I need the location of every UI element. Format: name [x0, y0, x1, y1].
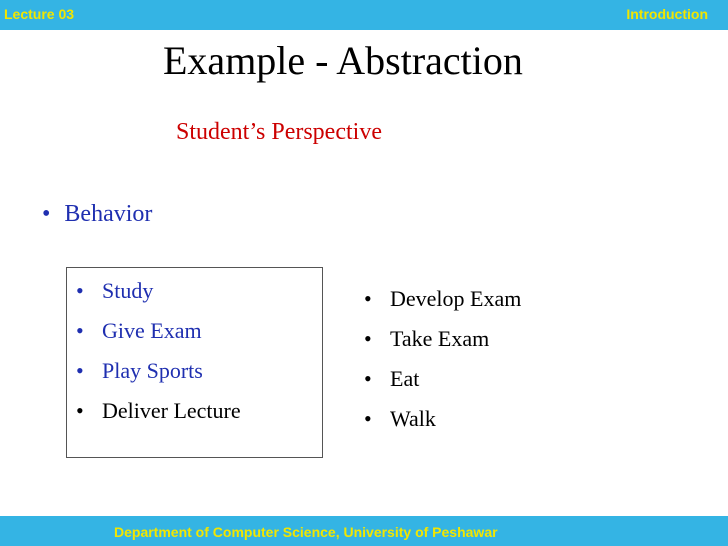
bullet-dot-icon: • — [76, 398, 84, 423]
list-item — [76, 396, 241, 436]
bullet-dot-icon: • — [76, 278, 84, 303]
list-item — [364, 404, 521, 444]
list-item-label: Develop Exam — [390, 286, 522, 311]
list-item-label: Give Exam — [102, 318, 202, 343]
bullet-dot-icon: • — [76, 358, 84, 383]
slide-title: Example - Abstraction — [163, 38, 523, 83]
bullet-dot-icon: • — [42, 201, 51, 227]
footer-text: Department of Computer Science, University of Peshawar — [114, 524, 498, 540]
bullet-dot-icon: • — [76, 318, 84, 343]
list-item — [364, 364, 521, 404]
slide-subtitle: Student’s Perspective — [176, 119, 382, 145]
list-item-label: Take Exam — [390, 326, 490, 351]
lecture-label: Lecture 03 — [4, 6, 75, 22]
behavior-bullet — [42, 199, 152, 229]
list-item — [76, 276, 241, 316]
student-behavior-list — [76, 276, 241, 436]
section-label: Introduction — [626, 6, 708, 22]
bullet-dot-icon: • — [364, 326, 372, 351]
bullet-dot-icon: • — [364, 366, 372, 391]
list-item-label: Study — [102, 278, 154, 303]
behavior-label: Behavior — [64, 201, 153, 227]
list-item — [364, 284, 521, 324]
footer-bar — [0, 516, 728, 546]
bullet-dot-icon: • — [364, 286, 372, 311]
list-item — [76, 356, 241, 396]
list-item-label: Play Sports — [102, 358, 203, 383]
list-item — [76, 316, 241, 356]
list-item — [364, 324, 521, 364]
header-bar — [0, 0, 728, 30]
list-item-label: Walk — [390, 406, 436, 431]
list-item-label: Eat — [390, 366, 420, 391]
bullet-dot-icon: • — [364, 406, 372, 431]
other-behavior-list — [364, 284, 521, 444]
list-item-label: Deliver Lecture — [102, 398, 241, 423]
